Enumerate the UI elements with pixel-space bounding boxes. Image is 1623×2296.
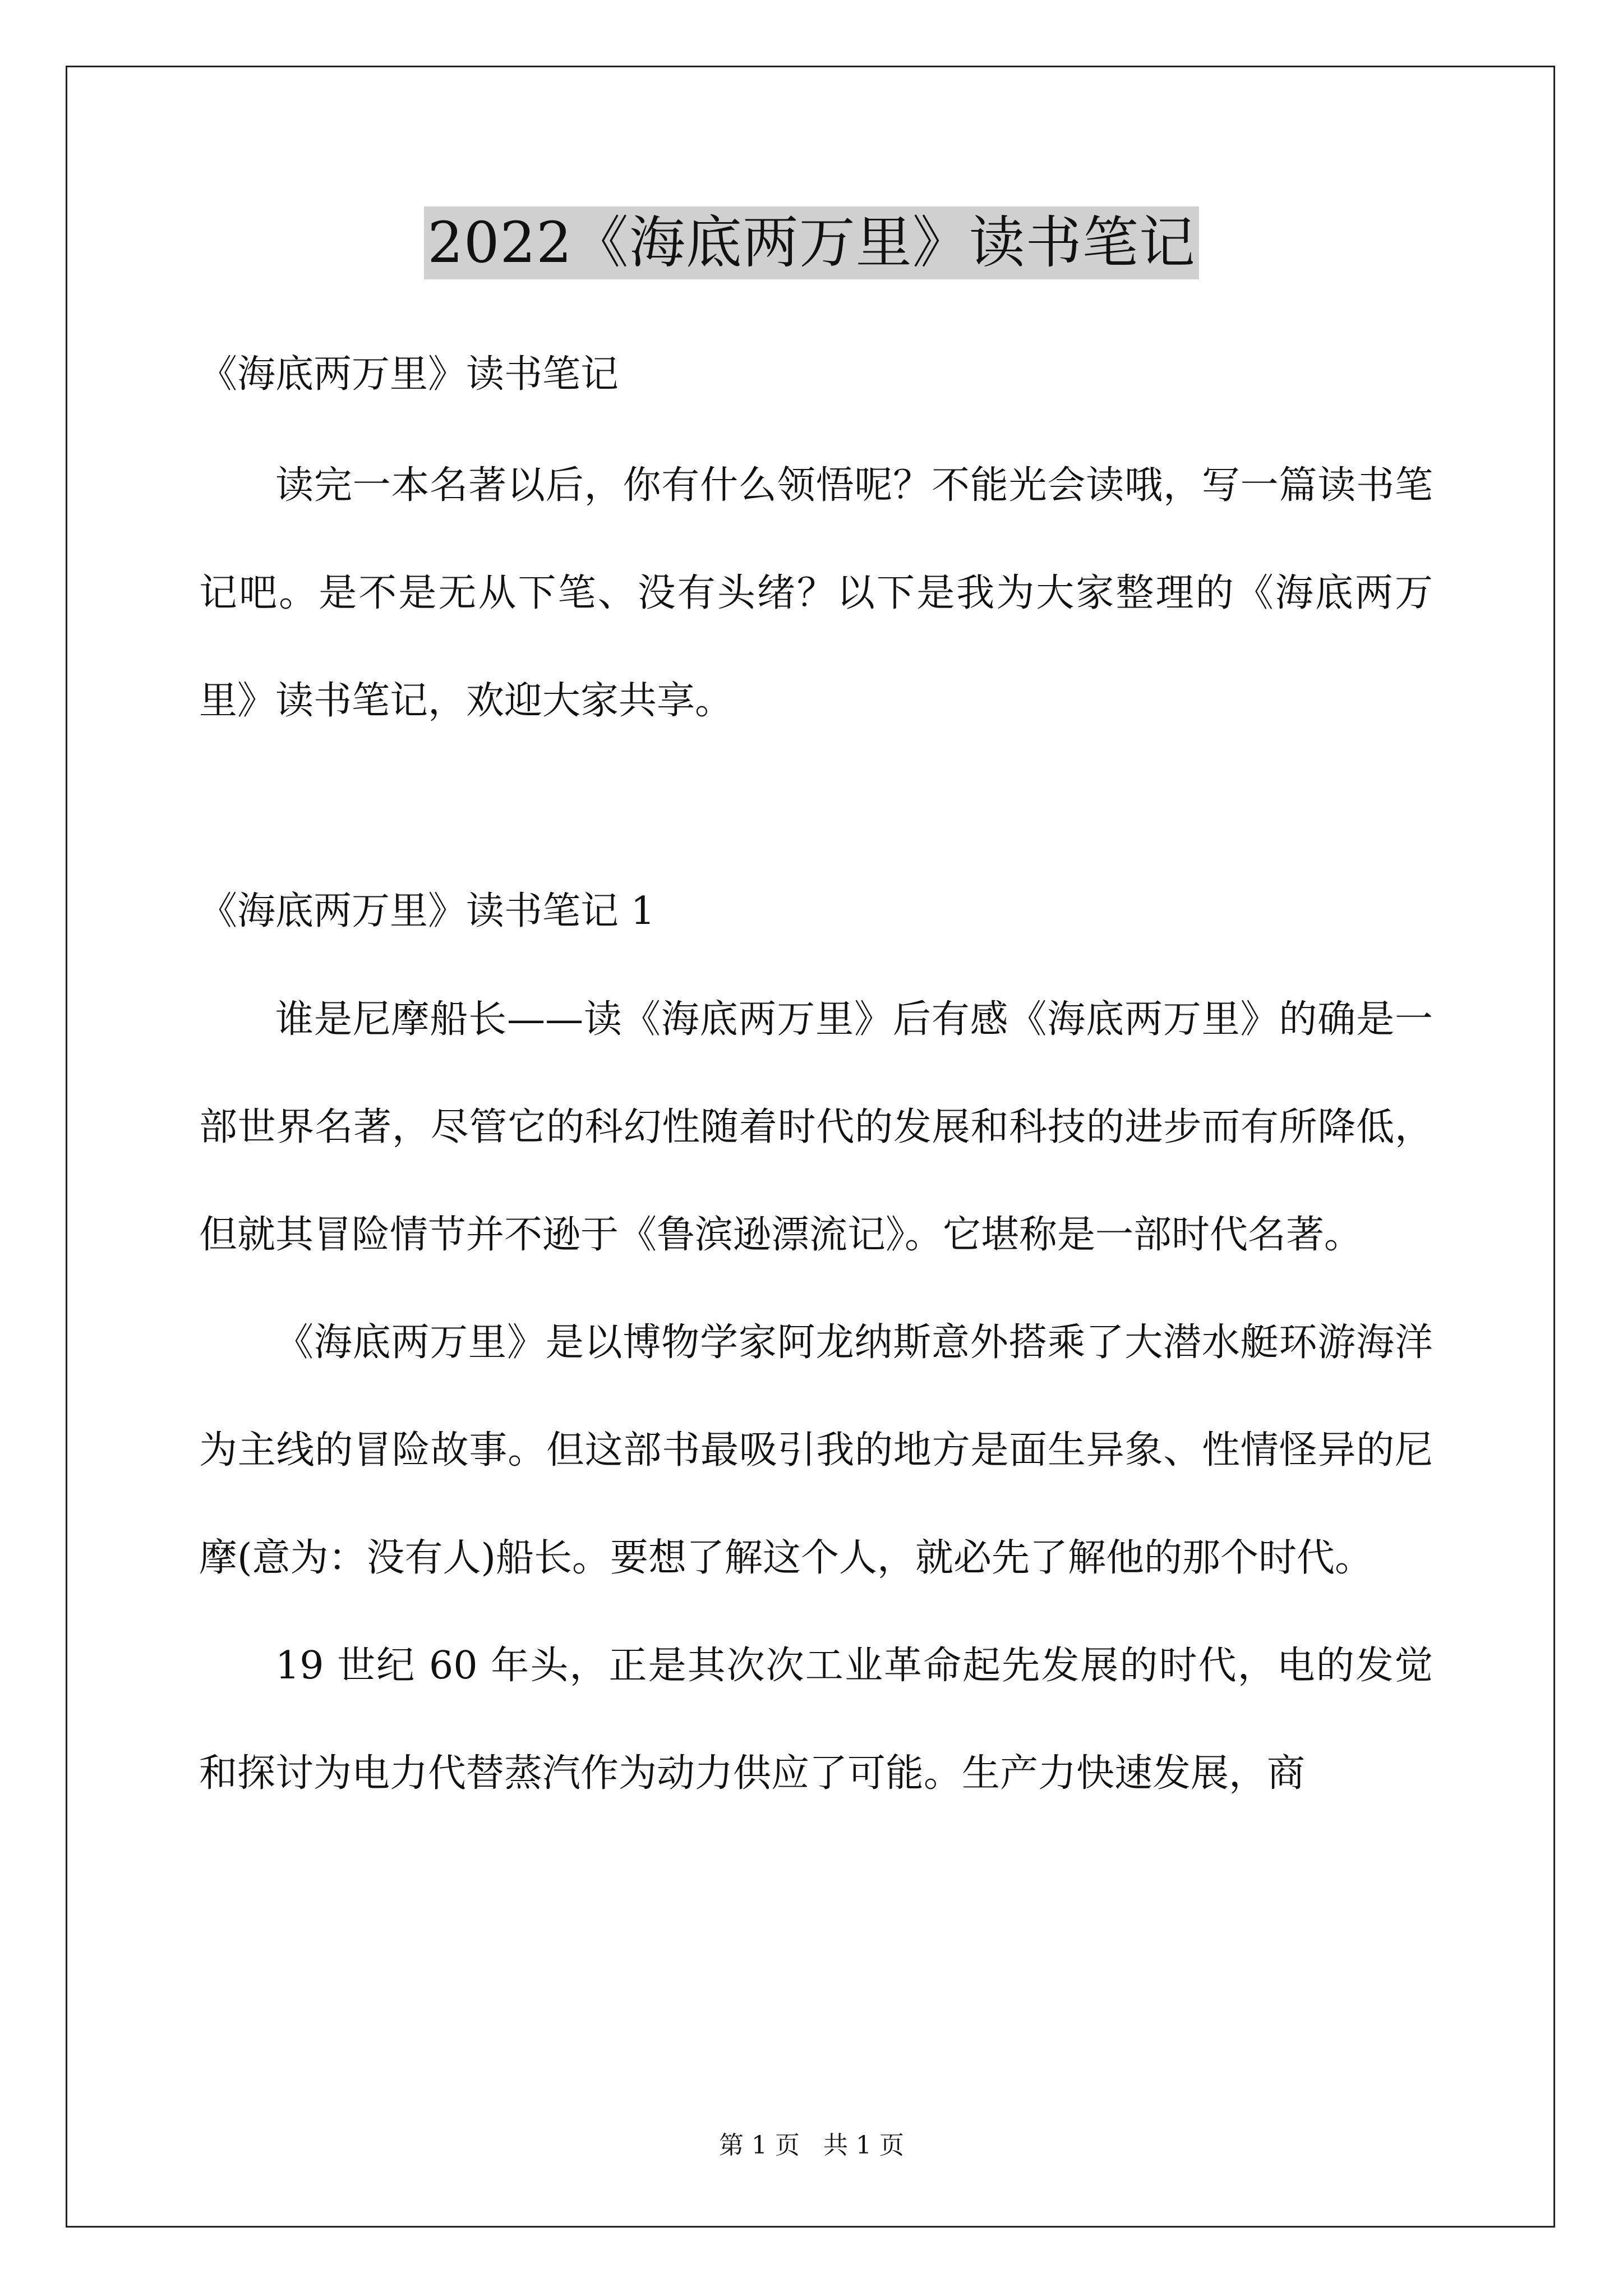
intro-paragraph: 读完一本名著以后，你有什么领悟呢？不能光会读哦，写一篇读书笔记吧。是不是无从下笔、没有头绪？以下是我为大家整理的《海底两万里》读书笔记，欢迎大家共享。 xyxy=(199,463,1433,723)
section-heading-block xyxy=(199,885,1433,938)
intro-paragraph-block xyxy=(199,432,1433,755)
body-paragraphs xyxy=(199,966,1433,1828)
section-heading: 《海底两万里》读书笔记 1 xyxy=(199,889,655,933)
title-container xyxy=(0,206,1623,279)
document-title: 2022《海底两万里》读书笔记 xyxy=(424,206,1199,279)
subtitle: 《海底两万里》读书笔记 xyxy=(199,352,619,397)
body-paragraph-2: 《海底两万里》是以博物学家阿龙纳斯意外搭乘了大潜水艇环游海洋为主线的冒险故事。但这部书最吸引我的地方是面生异象、性情怪异的尼摩(意为：没有人)船长。要想了解这个人，就必先了解他的那个时代。 xyxy=(199,1320,1433,1580)
body-paragraph-1: 谁是尼摩船长——读《海底两万里》后有感《海底两万里》的确是一部世界名著，尽管它的科幻性随着时代的发展和科技的进步而有所降低，但就其冒险情节并不逊于《鲁滨逊漂流记》。它堪称是一部时代名著。 xyxy=(199,997,1433,1257)
intro-block xyxy=(199,348,1433,402)
body-paragraph-3: 19 世纪 60 年头，正是其次次工业革命起先发展的时代，电的发觉和探讨为电力代替蒸汽作为动力供应了可能。生产力快速发展，商 xyxy=(199,1644,1433,1796)
page-footer: 第 1 页 共 1 页 xyxy=(719,2131,904,2160)
